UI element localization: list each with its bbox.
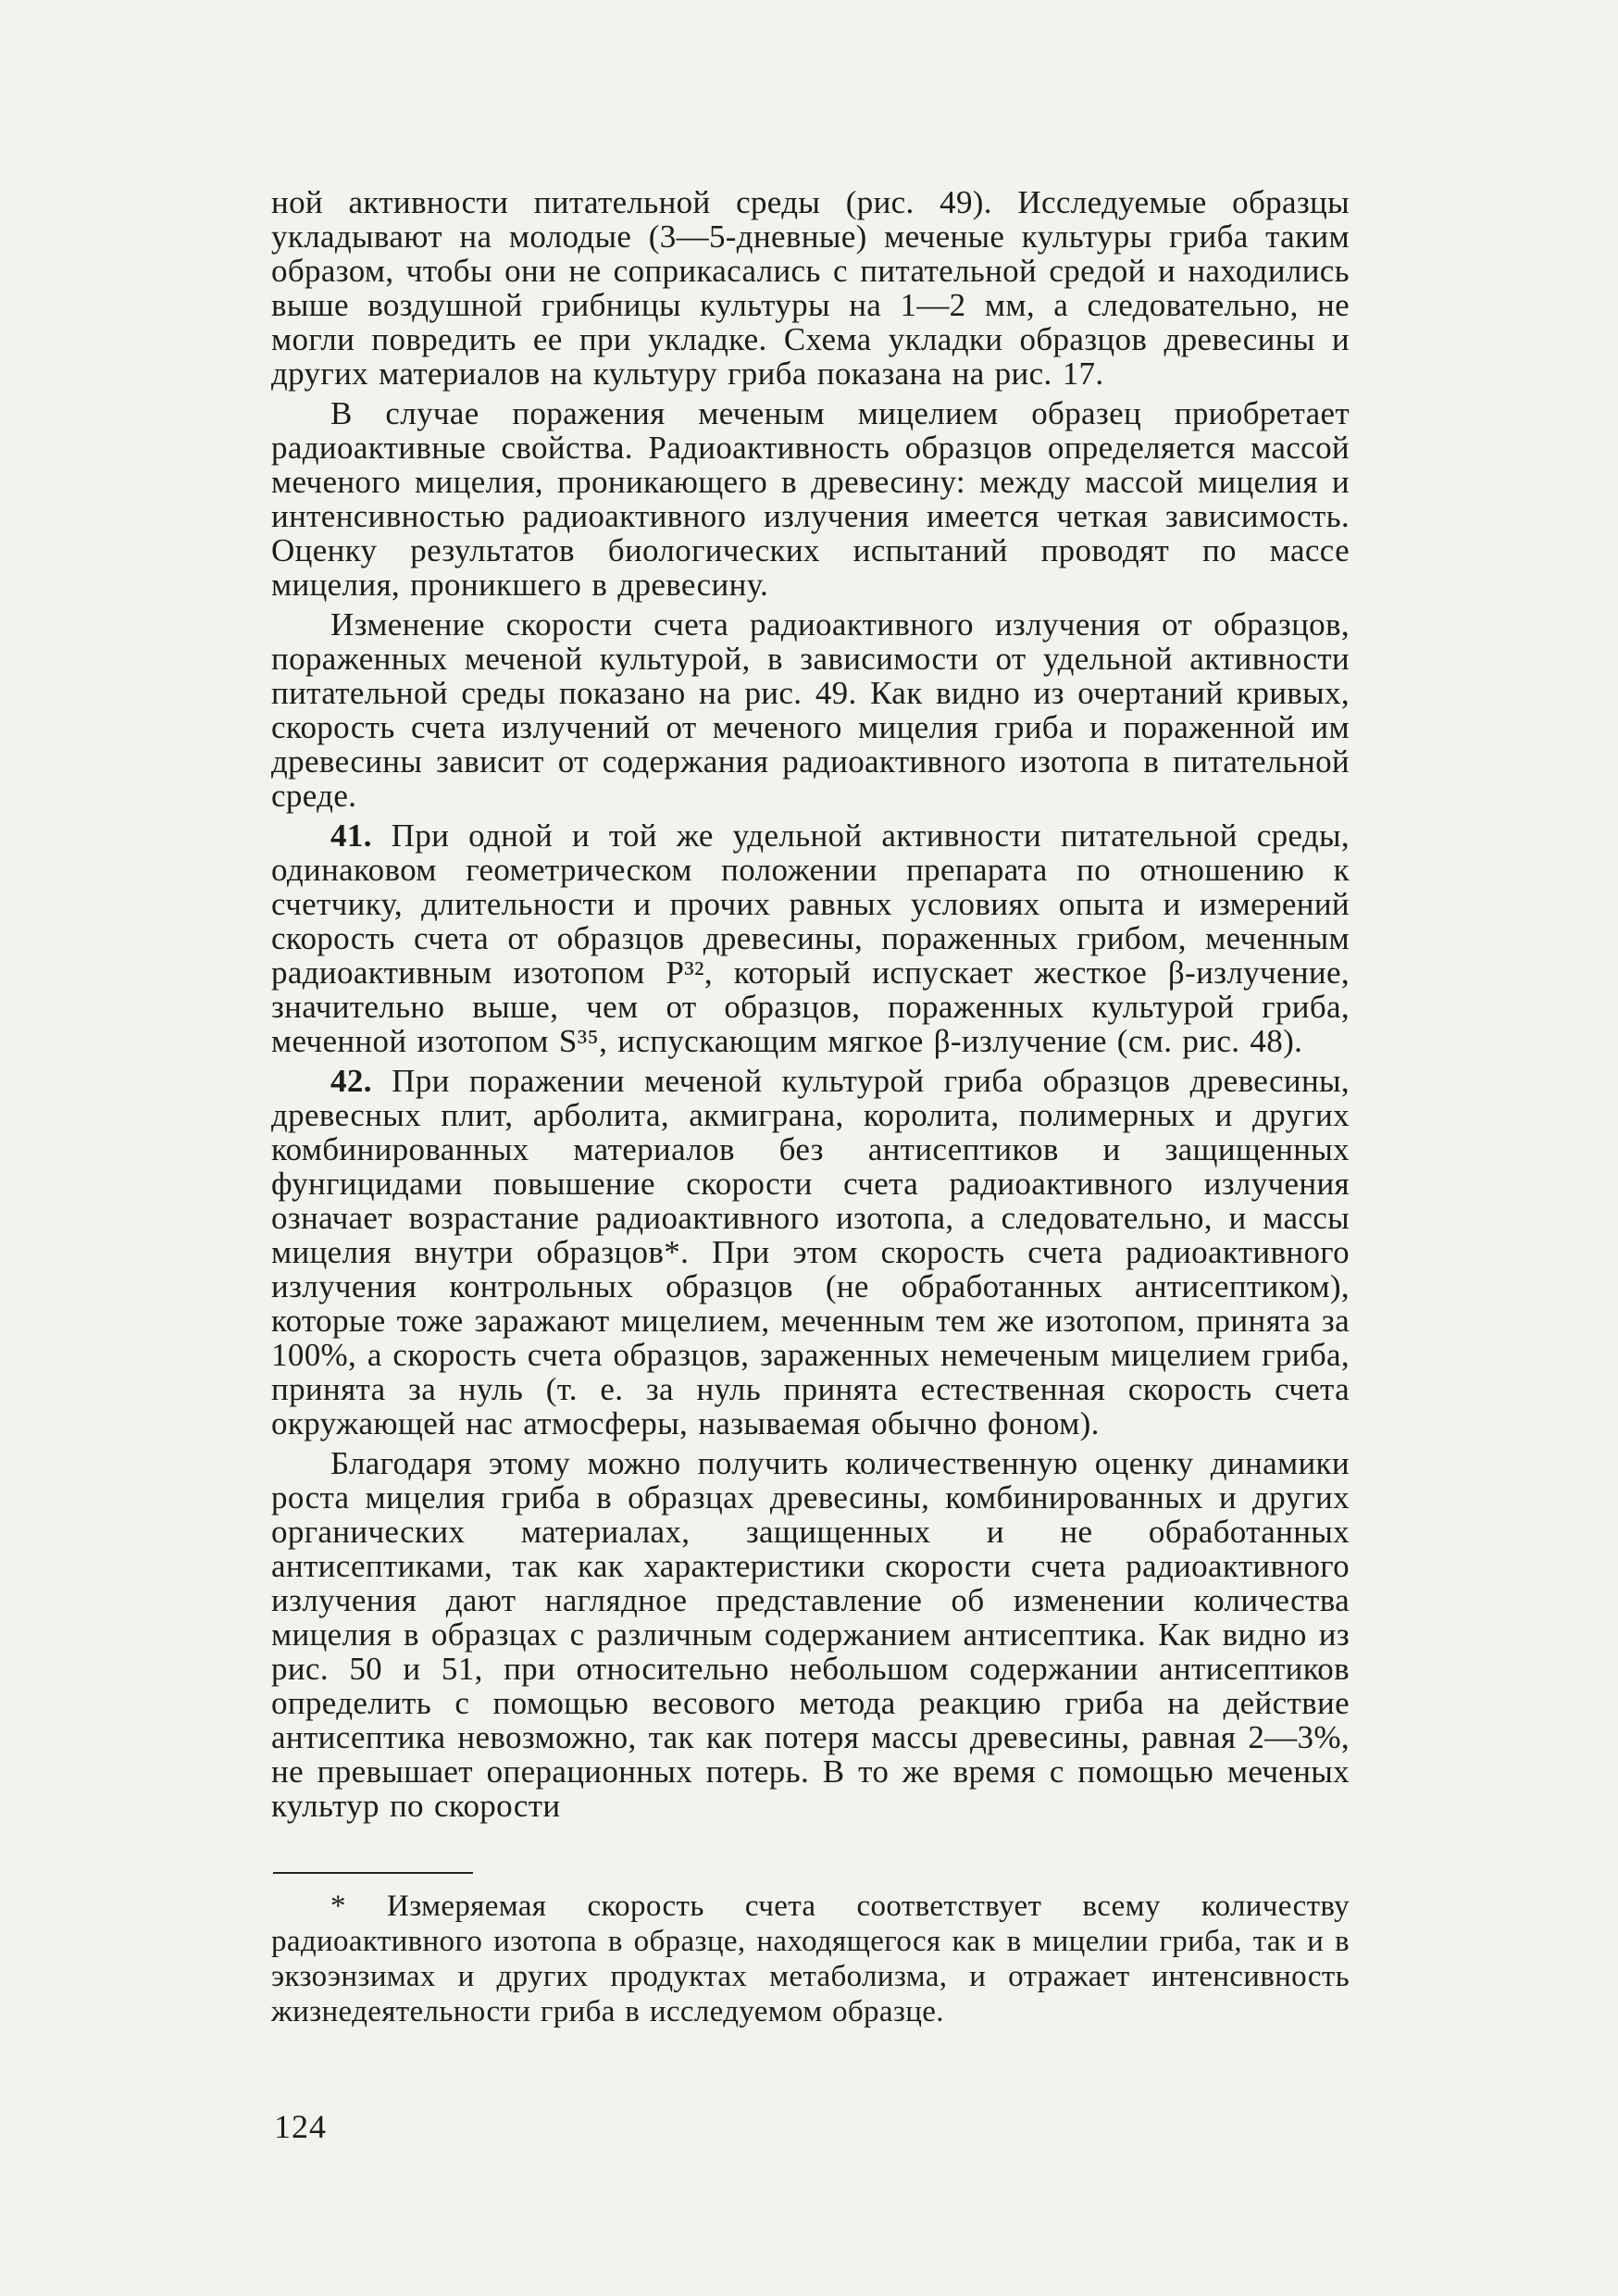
paragraph-2: В случае поражения меченым мицелием образец приобретает радиоактивные свойства. Радиоактивность образцов определяется массой меченого мицелия, проникающего в древесину: между массой мицелия и интенсивностью радиоактивного излучения имеется четкая зависимость. Оценку результатов биологических испытаний проводят по массе мицелия, проникшего в древесину. <box>271 395 1350 603</box>
footnote-text: * Измеряемая скорость счета соответствует всему количеству радиоактивного изотопа в образце, находящегося как в мицелии гриба, так и в экзоэнзимах и других продуктах метаболизма, и отражает интенсивность жизнедеятельности гриба в исследуемом образце. <box>271 1890 1350 2028</box>
section-number-41: 41. <box>330 817 372 854</box>
page-number: 124 <box>274 2108 327 2145</box>
main-text-block <box>271 185 1350 1823</box>
paragraph-6: Благодаря этому можно получить количественную оценку динамики роста мицелия гриба в образцах древесины, комбинированных и других органических материалах, защищенных и не обработанных антисептиками, так как характеристики скорости счета радиоактивного излучения дают наглядное представление об изменении количества мицелия в образцах с различным содержанием антисептика. Как видно из рис. 50 и 51, при относительно небольшом содержании антисептиков определить с помощью весового метода реакцию гриба на действие антисептика невозможно, так как потеря массы древесины, равная 2—3%, не превышает операционных потерь. В то же время с помощью меченых культур по скорости <box>271 1445 1350 1824</box>
paragraph-3: Изменение скорости счета радиоактивного излучения от образцов, пораженных меченой культурой, в зависимости от удельной активности питательной среды показано на рис. 49. Как видно из очертаний кривых, скорость счета излучений от меченого мицелия гриба и пораженной им древесины зависит от содержания радиоактивного изотопа в питательной среде. <box>271 606 1350 814</box>
footnote <box>271 1889 1350 2029</box>
paragraph-41-text: При одной и той же удельной активности питательной среды, одинаковом геометрическом положении препарата по отношению к счетчику, длительности и прочих равных условиях опыта и измерений скорость счета от образцов древесины, пораженных грибом, меченным радиоактивным изотопом Р³², который испускает жесткое β-излучение, значительно выше, чем от образцов, пораженных культурой гриба, меченной изотопом S³⁵, испускающим мягкое β-излучение (см. рис. 48). <box>271 817 1350 1059</box>
paragraph-42-text: При поражении меченой культурой гриба образцов древесины, древесных плит, арболита, акмиграна, королита, полимерных и других комбинированных материалов без антисептиков и защищенных фунгицидами повышение скорости счета радиоактивного излучения означает возрастание радиоактивного изотопа, а следовательно, и массы мицелия внутри образцов*. При этом скорость счета радиоактивного излучения контрольных образцов (не обработанных антисептиком), которые тоже заражают мицелием, меченным тем же изотопом, принята за 100%, а скорость счета образцов, зараженных немеченым мицелием гриба, принята за нуль (т. е. за нуль принята естественная скорость счета окружающей нас атмосферы, называемая обычно фоном). <box>271 1063 1350 1441</box>
paragraph-1: ной активности питательной среды (рис. 49). Исследуемые образцы укладывают на молодые (3—5-дневные) меченые культуры гриба таким образом, чтобы они не соприкасались с питательной средой и находились выше воздушной грибницы культуры на 1—2 мм, а следовательно, не могли повредить ее при укладке. Схема укладки образцов древесины и других материалов на культуру гриба показана на рис. 17. <box>271 184 1350 392</box>
paragraph-41 <box>271 818 1350 1058</box>
paragraph-42 <box>271 1064 1350 1441</box>
footnote-divider <box>273 1872 473 1874</box>
section-number-42: 42. <box>330 1063 372 1099</box>
